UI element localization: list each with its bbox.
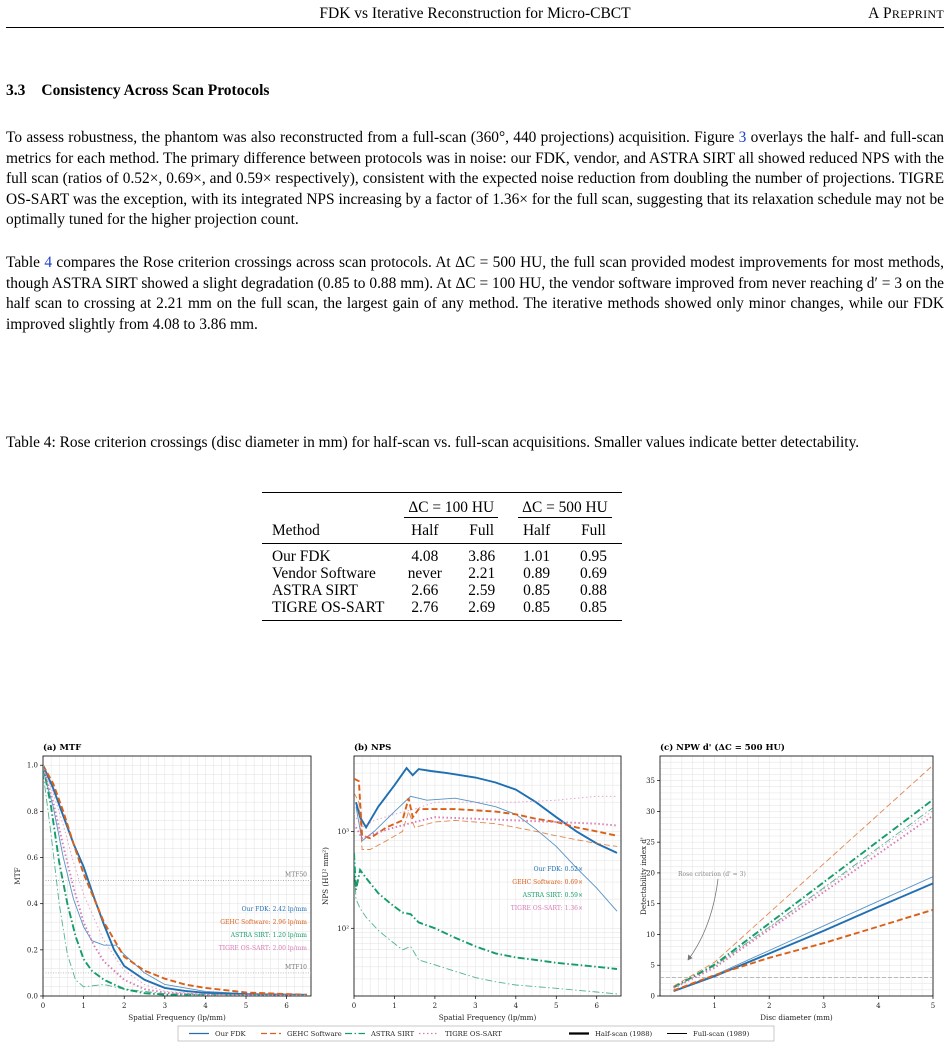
value-cell: 2.76 xyxy=(394,599,455,621)
table-row xyxy=(262,582,622,599)
y-tick-label: 0.4 xyxy=(26,900,38,909)
x-tick-label: 5 xyxy=(930,1002,936,1010)
table-caption: Table 4: Rose criterion crossings (disc diameter in mm) for half-scan vs. full-scan acquisitions. Smaller values indicate better detectability. xyxy=(6,434,860,451)
metric-annotation: ASTRA SIRT: 0.59× xyxy=(522,892,583,899)
x-tick-label: 3 xyxy=(162,1002,168,1010)
column-header: Method xyxy=(272,522,320,539)
preprint-label: A PREPRINT xyxy=(868,5,944,22)
panel-title: (a) MTF xyxy=(43,743,82,753)
x-tick-label: 0 xyxy=(40,1002,46,1010)
table-row xyxy=(262,565,622,582)
x-tick-label: 3 xyxy=(821,1002,827,1010)
metric-annotation: GEHC Software: 2.96 lp/mm xyxy=(220,919,307,926)
figure-legend xyxy=(178,1026,774,1041)
x-tick-label: 4 xyxy=(876,1002,881,1010)
y-axis-label: NPS (HU² mm²) xyxy=(321,847,330,905)
x-axis-label: Spatial Frequency (lp/mm) xyxy=(128,1013,226,1022)
y-tick-label: 0.2 xyxy=(26,946,38,955)
value-cell: 2.69 xyxy=(455,599,508,621)
panel-frame xyxy=(354,756,621,996)
value-cell: 2.59 xyxy=(468,582,496,599)
x-tick-label: 2 xyxy=(766,1002,772,1010)
y-tick-label: 30 xyxy=(646,807,655,816)
value-cell: 0.69 xyxy=(580,565,607,582)
value-cell: 2.21 xyxy=(468,565,496,582)
rose-criterion-annotation: Rose criterion (d' = 3) xyxy=(678,871,746,878)
value-cell: 3.86 xyxy=(468,548,496,565)
series-line xyxy=(43,765,307,995)
x-tick-label: 1 xyxy=(392,1002,397,1010)
y-tick-label: 0 xyxy=(650,992,655,1001)
x-tick-label: 5 xyxy=(243,1002,249,1010)
x-tick-label: 1 xyxy=(81,1002,86,1010)
y-tick-label: 15 xyxy=(646,900,655,909)
x-tick-label: 2 xyxy=(432,1002,438,1010)
value-cell: 0.95 xyxy=(580,548,607,565)
method-cell: Our FDK xyxy=(272,548,331,565)
figure-ref-link[interactable]: 3 xyxy=(738,129,747,146)
y-tick-label: 10³ xyxy=(337,827,349,836)
table-ref-link[interactable]: 4 xyxy=(44,254,53,271)
panel-grid xyxy=(354,756,621,996)
series-line xyxy=(43,772,307,995)
x-tick-label: 3 xyxy=(473,1002,478,1010)
column-header: Half xyxy=(522,522,551,539)
panel-title: (b) NPS xyxy=(354,743,392,753)
reference-line-label: MTF50 xyxy=(285,871,307,879)
legend-label: ASTRA SIRT xyxy=(371,1030,415,1038)
value-cell: 0.85 xyxy=(523,582,551,599)
legend-label: Full-scan (1989) xyxy=(693,1030,750,1038)
rose-crossings-table xyxy=(262,492,622,621)
y-axis-label: Detectability index d' xyxy=(639,837,648,915)
running-title: FDK vs Iterative Reconstruction for Micro-CBCT xyxy=(319,5,631,22)
paragraph-protocol-noise: To assess robustness, the phantom was also reconstructed from a full-scan (360°, 440 projections) acquisition. Figure 3 overlays the half- and full-scan metrics for each method. The primary difference between protocols was in noise: our FDK, vendor, and ASTRA SIRT all showed reduced NPS with the full scan (ratios of 0.52×, 0.69×, and 0.59× respectively), consistent with the expected noise reduction from doubling the number of projections. TIGRE OS-SART was the exception, with its integrated NPS increasing by a factor of 1.36× for the full scan, suggesting that its relaxation schedule may not be optimally tuned for the higher projection count. xyxy=(6,129,944,229)
reference-line-label: MTF10 xyxy=(285,963,307,971)
x-tick-label: 4 xyxy=(513,1002,519,1010)
panel-title: (c) NPW d' (ΔC = 500 HU) xyxy=(660,743,785,753)
section-heading xyxy=(6,82,269,100)
x-tick-label: 1 xyxy=(712,1002,717,1010)
series-group xyxy=(43,765,307,995)
y-tick-label: 35 xyxy=(646,777,655,786)
x-tick-label: 0 xyxy=(351,1002,357,1010)
series-line xyxy=(43,765,307,995)
value-cell: never xyxy=(407,565,442,582)
paragraph-rose-crossings: Table 4 compares the Rose criterion crossings across scan protocols. At ΔC = 500 HU, the full scan provided modest improvements for most methods, though ASTRA SIRT showed a slight degradation (0.85 to 0.88 mm). At ΔC = 100 HU, the vendor software improved from never reaching d′ = 3 on the half scan to crossing at 2.21 mm on the full scan, the largest gain of any method. The iterative methods showed only minor changes, while our FDK improved slightly from 4.08 to 3.86 mm. xyxy=(6,254,944,333)
x-tick-label: 6 xyxy=(284,1002,289,1010)
running-header xyxy=(6,0,944,28)
y-tick-label: 20 xyxy=(646,869,655,878)
series-line xyxy=(43,765,307,995)
value-cell: 4.08 xyxy=(411,548,439,565)
series-line xyxy=(43,765,307,995)
y-tick-label: 10² xyxy=(337,924,349,933)
figure-3-panels xyxy=(0,713,950,1053)
legend-label: Our FDK xyxy=(215,1030,246,1038)
x-tick-label: 5 xyxy=(554,1002,559,1010)
y-axis-label: MTF xyxy=(13,867,22,885)
section-number: 3.3 xyxy=(6,82,26,99)
table-row xyxy=(262,544,622,566)
method-cell: TIGRE OS-SART xyxy=(262,599,394,621)
legend-label: Half-scan (1988) xyxy=(595,1030,653,1038)
y-tick-label: 25 xyxy=(646,838,655,847)
x-tick-label: 4 xyxy=(203,1002,208,1010)
column-header: Full xyxy=(581,522,606,539)
y-tick-label: 1.0 xyxy=(26,761,38,770)
y-tick-label: 0.8 xyxy=(26,807,38,816)
table-row xyxy=(262,599,622,621)
y-tick-label: 5 xyxy=(650,961,655,970)
series-line xyxy=(43,770,307,995)
legend-label: TIGRE OS-SART xyxy=(445,1030,502,1038)
value-cell: 0.85 xyxy=(565,599,622,621)
metric-annotation: Our FDK: 2.42 lp/mm xyxy=(241,906,307,913)
metric-annotation: ASTRA SIRT: 1.20 lp/mm xyxy=(230,932,307,939)
section-title: Consistency Across Scan Protocols xyxy=(41,82,270,99)
value-cell: 0.85 xyxy=(508,599,565,621)
value-cell: 0.88 xyxy=(580,582,607,599)
metric-annotation: TIGRE OS-SART: 1.36× xyxy=(510,905,583,912)
value-cell: 2.66 xyxy=(411,582,439,599)
column-header: Half xyxy=(411,522,439,539)
y-tick-label: 10 xyxy=(646,930,655,939)
legend-label: GEHC Software xyxy=(287,1030,342,1038)
y-tick-label: 0.6 xyxy=(26,854,38,863)
series-line xyxy=(674,816,933,988)
metric-annotation: Our FDK: 0.52× xyxy=(533,866,583,873)
value-cell: 1.01 xyxy=(523,548,551,565)
series-line xyxy=(674,877,933,991)
x-axis-label: Spatial Frequency (lp/mm) xyxy=(438,1013,537,1022)
column-header: Full xyxy=(469,522,495,539)
metric-annotation: GEHC Software: 0.69× xyxy=(512,879,583,886)
x-tick-label: 2 xyxy=(121,1002,127,1010)
value-cell: 0.89 xyxy=(523,565,551,582)
x-tick-label: 6 xyxy=(594,1002,599,1010)
series-line xyxy=(43,768,307,996)
metric-annotation: TIGRE OS-SART: 2.00 lp/mm xyxy=(218,945,307,952)
method-cell: ASTRA SIRT xyxy=(272,582,358,599)
group-header-100hu: ΔC = 100 HU xyxy=(394,493,508,520)
method-cell: Vendor Software xyxy=(272,565,376,582)
x-axis-label: Disc diameter (mm) xyxy=(760,1013,833,1022)
y-tick-label: 0.0 xyxy=(26,992,38,1001)
group-header-500hu: ΔC = 500 HU xyxy=(508,493,622,520)
